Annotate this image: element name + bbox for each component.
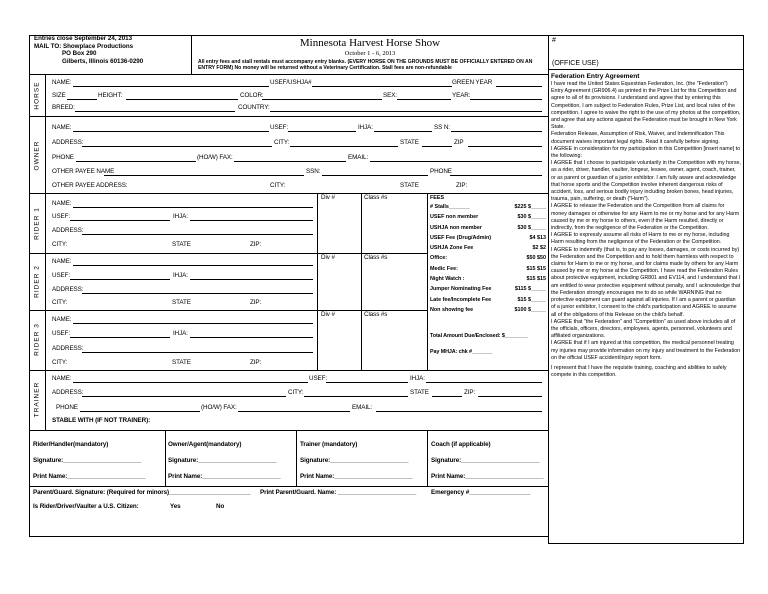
show-title: Minnesota Harvest Horse Show	[299, 37, 441, 49]
rider-2-state-label: STATE	[172, 299, 191, 306]
fee-label: Night Watch :	[430, 276, 465, 283]
owner-city-label: CITY:	[274, 139, 290, 146]
rider-3-ihja-label: IHJA:	[173, 330, 188, 337]
rider-3-class-label: Class #s	[364, 311, 388, 318]
rider-1-div-label: Div #	[321, 194, 335, 201]
rider-2-div-label: Div #	[321, 254, 335, 261]
rider-1-zip-label: ZIP:	[250, 241, 262, 248]
trainer-ihja-label: IHJA:	[410, 375, 425, 382]
citizen-no[interactable]: No	[216, 503, 225, 510]
fee-row	[430, 305, 546, 315]
rider-2-class-label: Class #s	[364, 254, 388, 261]
agreement-title: Federation Entry Agreement	[551, 73, 640, 80]
rider-2-zip-label: ZIP:	[250, 299, 262, 306]
rider-1-class-label: Class #s	[364, 194, 388, 201]
fee-amount: $50 $50	[526, 255, 546, 262]
rider-3-address-label: ADDRESS:	[52, 345, 84, 352]
fee-label: Medic Fee:	[430, 265, 458, 272]
fee-row	[430, 233, 546, 243]
fees-title: FEES	[430, 195, 445, 201]
rider-1-name-label: NAME:	[52, 200, 72, 207]
owner-zip-label: ZIP	[454, 139, 464, 146]
agreement-paragraph: I AGREE that if I am injured at this competition, the medical personnel treating my injuries may provide information on my injury and treatment to the Federation on the official USEF accident/injury report form.	[551, 340, 741, 361]
rider-1-address-label: ADDRESS:	[52, 227, 84, 234]
fee-row	[430, 295, 546, 305]
fee-amount: $30 $_____	[517, 214, 546, 221]
rider-1-state-label: STATE	[172, 241, 191, 248]
horse-country-label: COUNTRY:	[238, 104, 270, 111]
rider-3-usef-label: USEF:	[52, 330, 71, 337]
rider-2-name-label: NAME:	[52, 258, 72, 265]
owner-address-label: ADDRESS:	[52, 139, 84, 146]
horse-sex-label: SEX:	[383, 92, 397, 99]
rider-3-city-label: CITY:	[52, 359, 68, 366]
sig-col-3-print: Print Name:_______________________	[300, 473, 413, 480]
trainer-phone-label: PHONE	[56, 404, 78, 411]
trainer-email-label: EMAIL:	[352, 404, 373, 411]
sig-col-2-title: Owner/Agent(mandatory)	[168, 441, 242, 448]
sig-col-1-print: Print Name:_______________________	[33, 473, 146, 480]
fee-label: USEF non member	[430, 214, 479, 221]
agreement-paragraph: I AGREE that I choose to participate voluntarily in the Competition with my horse, as a rider, driver, handler, vaulter, longeur, lessee, owner, agent, coach, trainer, or as parent or guardian of a junior exhibitor. I am fully aware and acknowledge that horse sports and the Competition involve inherent dangerous risks of accident, loss, and serious bodily injury including broken bones, head injuries, trauma, pain, suffering, or death ("Harm").	[551, 160, 741, 203]
fee-row	[430, 202, 546, 212]
fee-row	[430, 212, 546, 222]
entry-notice: All entry fees and stall rentals must accompany entry blanks. (EVERY HORSE ON THE GROUNDS MUST BE OFFICIALLY ENTERED ON AN ENTRY FORM) No money will be returned without a Veterinary Certification. Stall fees are non-refundable	[198, 59, 533, 71]
agreement-panel	[551, 73, 741, 379]
citizen-yes[interactable]: Yes	[170, 503, 181, 510]
stable-with-label: STABLE WITH (IF NOT TRAINER):	[52, 417, 151, 424]
owner-usef-label: USEF:	[270, 124, 289, 131]
fee-amount: $4 $13	[529, 234, 546, 241]
horse-size-label: SIZE	[52, 92, 66, 99]
fee-label: Non showing fee	[430, 306, 474, 313]
sig-col-4-title: Coach (if applicable)	[431, 441, 491, 448]
fees-box	[430, 194, 546, 315]
owner-state-label: STATE	[400, 139, 419, 146]
fee-label: USEF Fee (Drug/Admin)	[430, 234, 492, 241]
other-payee-state-label: STATE	[400, 182, 419, 189]
agreement-paragraph: I have read the United States Equestrian Federation, Inc. (the "Federation") Entry Agreement (GR906.4) as printed in the Prize List for this Competition and agree to all of its provisions. I understand and agree that by entering this Competition, I am subject to Federation Rules, Prize List, and local rules of the competition. I agree to waive the right to the use of my photos at the competition, and agree that any actions against the Federation must be brought in New York State.	[551, 81, 741, 131]
agreement-paragraph: I AGREE that "the Federation" and "Competition" as used above includes all of the officials, officers, directors, employees, agents, personnel, volunteers and affiliated organizations.	[551, 318, 736, 340]
horse-height-label: HEIGHT:	[98, 92, 123, 99]
horse-name-label: NAME:	[52, 79, 72, 86]
trainer-state-label: STATE	[410, 389, 429, 396]
sig-col-2-sig: Signature:_______________________	[168, 457, 277, 464]
agreement-paragraph: I represent that I have the requisite training, coaching and abilities to safely compete in this competition.	[551, 364, 727, 379]
rider-3-name-label: NAME:	[52, 316, 72, 323]
fee-amount: $2 $2	[532, 245, 546, 252]
agreement-paragraph: I AGREE to release the Federation and the Competition from all claims for money damages or otherwise for any Harm to me or my horse and for any Harm caused by me or my horse to others, even if the Harm resulted, directly or indirectly, from the negligence of the Federation or the Competition.	[551, 203, 740, 232]
rider-1-usef-label: USEF:	[52, 213, 71, 220]
rider-1-label: RIDER 1	[33, 207, 41, 240]
trainer-fax-label: (HO/W) FAX:	[201, 404, 237, 411]
po-box: PO Box 290	[62, 50, 97, 57]
office-number: #	[552, 37, 556, 44]
horse-usef-label: USEF/USHJA#	[270, 79, 312, 86]
parent-signature: Parent/Guard. Signature: (Required for minors)________________________	[33, 489, 251, 496]
parent-print-name: Print Parent/Guard. Name: _______________________	[260, 489, 417, 496]
fee-amount: $225 $_____	[514, 204, 546, 210]
horse-color-label: COLOR:	[240, 92, 264, 99]
rider-2-usef-label: USEF:	[52, 272, 71, 279]
owner-phone-label: PHONE	[52, 154, 74, 161]
rider-3-div-label: Div #	[321, 311, 335, 318]
agreement-paragraph: I AGREE to indemnify (that is, to pay any losses, damages, or costs incurred by) the Federation and the Competition and to hold them harmless with respect to claims for Harm to me or my horse, and for claims made by others for any Harm caused by me or my horse at the Competition. I have read the Federation Rules about protective equipment, including GR801 and EV114, and I understand that I am entitled to wear protective equipment without penalty, and I acknowledge that the Federation strongly encourages me to do so while WARNING that no protective equipment can guard against all injuries. If I am a parent or guardian of a junior exhibitor, I consent to the child's participation and AGREE to assume all of the obligations of this Release on the child's behalf.	[551, 246, 741, 318]
green-year-label: GREEN YEAR	[452, 79, 493, 86]
trainer-name-label: NAME:	[52, 375, 72, 382]
office-use: (OFFICE USE)	[552, 60, 599, 67]
horse-breed-label: BREED:	[52, 104, 75, 111]
sig-col-3-sig: Signature:_______________________	[300, 457, 409, 464]
trainer-address-label: ADDRESS:	[52, 389, 84, 396]
fee-label: Office:	[430, 255, 448, 262]
fee-amount: $15 $15	[526, 265, 546, 272]
fee-amount: $15 $_____	[517, 296, 546, 303]
other-payee-ssn-label: SSN:	[306, 168, 321, 175]
rider-3-state-label: STATE	[172, 359, 191, 366]
other-payee-phone-label: PHONE	[430, 168, 452, 175]
trainer-usef-label: USEF:	[309, 375, 328, 382]
owner-ihja-label: IHJA:	[358, 124, 373, 131]
sig-col-3-title: Trainer (mandatory)	[300, 441, 358, 448]
sig-col-2-print: Print Name:_______________________	[168, 473, 281, 480]
fee-row	[430, 243, 546, 253]
fee-label: USHJA non member	[430, 224, 482, 231]
rider-2-label: RIDER 2	[33, 265, 41, 298]
fee-label: USHJA Zone Fee	[430, 245, 474, 252]
fee-label: Late fee/Incomplete Fee	[430, 296, 492, 303]
agreement-paragraph: I AGREE in consideration for my participation in this Competition [insert name] to the following:	[551, 145, 741, 160]
fee-row	[430, 223, 546, 233]
rider-2-city-label: CITY:	[52, 299, 68, 306]
horse-section-label: HORSE	[33, 81, 41, 110]
other-payee-name-label: OTHER PAYEE NAME	[52, 168, 115, 175]
fee-row	[430, 264, 546, 274]
entries-close: Entries close September 24, 2013	[34, 35, 133, 42]
agreement-paragraph: Federation Release, Assumption of Risk, Waiver, and Indemnification This document waives important legal rights. Read it carefully before signing.	[551, 131, 725, 145]
trainer-city-label: CITY:	[288, 389, 304, 396]
other-payee-address-label: OTHER PAYEE ADDRESS:	[52, 182, 128, 189]
fee-label: Jumper Nominating Fee	[430, 286, 492, 293]
trainer-section-label: TRAINER	[33, 381, 41, 418]
owner-name-label: NAME:	[52, 124, 72, 131]
sig-col-1-sig: Signature:_______________________	[33, 457, 142, 464]
mail-city: Gilberts, Illinois 60136-0290	[62, 57, 144, 65]
rider-2-ihja-label: IHJA:	[173, 272, 188, 279]
rider-3-zip-label: ZIP:	[250, 359, 262, 366]
fee-amount: $30 $_____	[517, 224, 546, 231]
rider-1-city-label: CITY:	[52, 241, 68, 248]
sig-col-4-sig: Signature:_______________________	[431, 457, 540, 464]
fee-label: # Stalls_______	[430, 204, 470, 210]
owner-ssn-label: SS N:	[434, 124, 450, 131]
sig-col-4-print: Print Name:_______________________	[431, 473, 544, 480]
citizen-question: Is Rider/Driver/Vaulter a U.S. Citizen:	[33, 503, 139, 510]
other-payee-zip-label: ZIP:	[456, 182, 468, 189]
fee-row	[430, 284, 546, 294]
emergency-number: Emergency #__________________	[431, 489, 531, 496]
sig-col-1-title: Rider/Handler(mandatory)	[33, 441, 109, 448]
other-payee-city-label: CITY:	[270, 182, 286, 189]
fee-amount: $115 $_____	[514, 286, 546, 293]
rider-2-address-label: ADDRESS:	[52, 286, 84, 293]
agreement-paragraph: I AGREE to expressly assume all risks of Harm to me or my horse, including Harm resulting from the negligence of the Federation or the Competition.	[551, 232, 730, 246]
fee-row	[430, 253, 546, 263]
owner-fax-label: (HO/W) FAX:	[197, 154, 233, 161]
total-due: Total Amount Due/Enclosed: $________	[430, 333, 528, 339]
owner-email-label: EMAIL:	[348, 154, 369, 161]
fee-row	[430, 274, 546, 284]
rider-1-ihja-label: IHJA:	[173, 213, 188, 220]
show-dates: October 1 - 6, 2013	[344, 50, 396, 57]
pay-mhja: Pay MHJA: chk #_______	[430, 349, 493, 355]
fee-amount: $100 $_____	[514, 306, 546, 313]
trainer-zip-label: ZIP:	[464, 389, 476, 396]
mail-to: MAIL TO: Showplace Productions	[34, 42, 134, 50]
owner-section-label: OWNER	[33, 140, 41, 171]
rider-3-label: RIDER 3	[33, 323, 41, 356]
fee-amount: $15 $15	[526, 276, 546, 283]
horse-year-label: YEAR:	[452, 92, 471, 99]
